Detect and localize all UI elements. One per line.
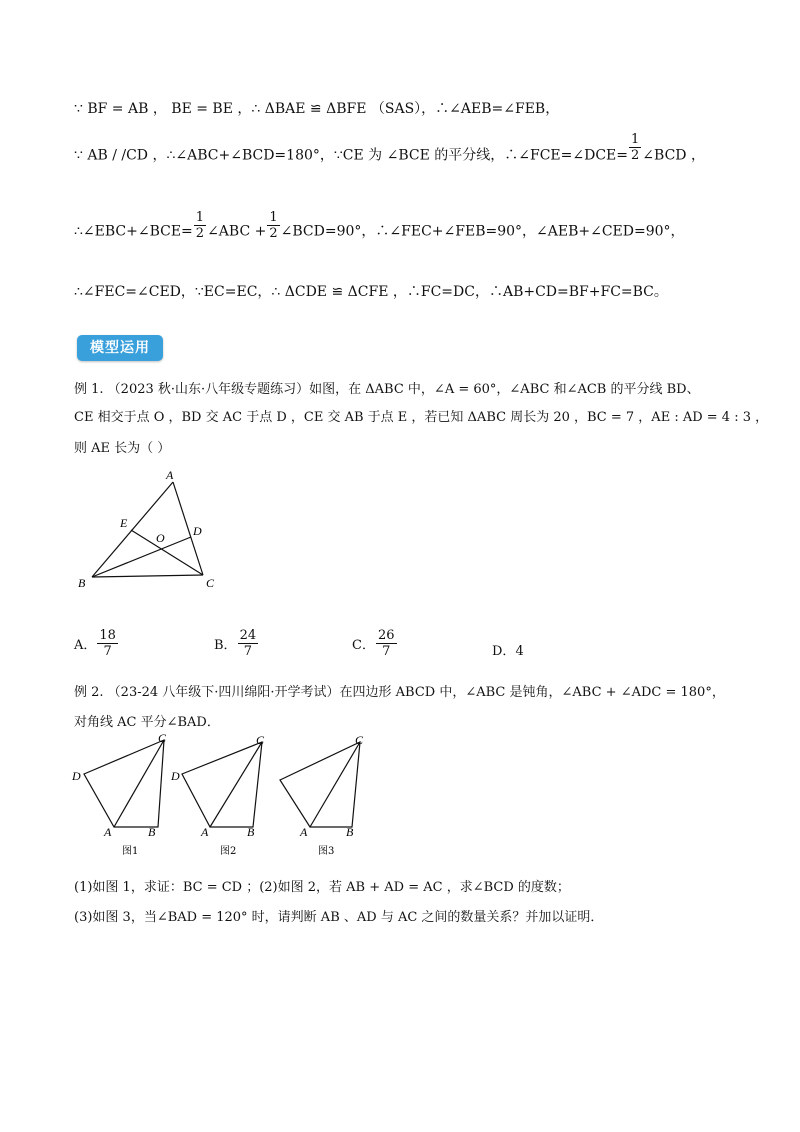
example2-line-1: 例 2. （23-24 八年级下·四川绵阳·开学考试）在四边形 ABCD 中，∠ABC 是钝角，∠ABC + ∠ADC = 180°，: [74, 685, 725, 700]
vertex-label-c: C: [206, 576, 215, 590]
proof-angle-bcd: ∠BCD: [280, 223, 325, 240]
option-b-label: B．: [214, 638, 237, 653]
proof-line-3-text: ∴∠EBC+∠BCE=: [74, 223, 193, 240]
proof-line-1: ∵ BF = AB ， BE = BE ，∴ ΔBAE ≌ ΔBFE （SAS），∴∠AEB=∠FEB，: [74, 101, 560, 117]
proof-angle-abc: ∠ABC: [207, 223, 251, 240]
fig1-label-a: A: [104, 825, 112, 839]
option-a-label: A．: [74, 638, 97, 653]
fig3-label-a: A: [300, 825, 308, 839]
fig3-label-b: B: [346, 825, 354, 839]
example1-line-2: CE 相交于点 O ，BD 交 AC 于点 D ，CE 交 AB 于点 E ，若已知 ΔABC 周长为 20 ，BC = 7 ，AE : AD = 4 : 3 ，: [74, 410, 769, 425]
option-c[interactable]: [352, 628, 398, 659]
section-tag-model-application: 模型运用: [77, 335, 163, 361]
option-d[interactable]: [492, 640, 524, 659]
vertex-label-o: O: [156, 531, 165, 545]
proof-line-3: [74, 210, 685, 247]
example2-question-3: (3)如图 3，当∠BAD = 120° 时，请判断 AB 、AD 与 AC 之间的数量关系？并加以证明．: [74, 910, 604, 925]
option-c-label: C．: [352, 638, 375, 653]
fig1-caption: 图1: [122, 846, 139, 857]
option-d-value: 4: [515, 644, 524, 659]
option-c-fraction: $\frac{26}{7}$: [377, 628, 395, 659]
vertex-label-a: A: [166, 468, 174, 482]
example2-question-1-2: (1)如图 1，求证：BC = CD ；(2)如图 2，若 AB + AD = AC ，求∠BCD 的度数；: [74, 880, 570, 895]
plus-sign: +: [254, 223, 267, 240]
fig1-label-b: B: [148, 825, 156, 839]
proof-line-3-tail: =90°，∴∠FEC+∠FEB=90°，∠AEB+∠CED=90°，: [324, 223, 685, 240]
fig2-label-d: D: [171, 769, 180, 783]
option-b-fraction: $\frac{24}{7}$: [239, 628, 257, 659]
proof-line-2-tail: ∠BCD ，: [642, 147, 705, 164]
example2-line-2: 对角线 AC 平分∠BAD．: [74, 715, 220, 730]
fig3-caption: 图3: [318, 846, 335, 857]
triangle-figure: [70, 465, 230, 595]
fig2-caption: 图2: [220, 846, 237, 857]
vertex-label-e: E: [120, 516, 128, 530]
fraction-half: $\frac{1}{2}$: [631, 132, 640, 163]
fraction-half: $\frac{1}{2}$: [195, 210, 205, 241]
proof-line-2: [74, 132, 705, 171]
example1-line-3: 则 AE 长为（ ）: [74, 441, 171, 456]
option-b[interactable]: [214, 628, 259, 659]
option-d-label: D．: [492, 644, 516, 659]
example1-line-1: 例 1. （2023 秋·山东·八年级专题练习）如图，在 ΔABC 中，∠A = 60°，∠ABC 和∠ACB 的平分线 BD、: [74, 382, 700, 397]
proof-line-4: ∴∠FEC=∠CED，∵EC=EC，∴ ΔCDE ≌ ΔCFE ，∴FC=DC，∴AB+CD=BF+FC=BC。: [74, 284, 668, 300]
option-a[interactable]: [74, 628, 119, 659]
option-a-fraction: $\frac{18}{7}$: [99, 628, 116, 659]
fig1-label-c: C: [158, 732, 167, 745]
vertex-label-d: D: [193, 524, 202, 538]
fraction-half: $\frac{1}{2}$: [269, 210, 278, 241]
fig1-label-d: D: [72, 769, 81, 783]
fig2-label-c: C: [256, 733, 265, 747]
vertex-label-b: B: [78, 576, 86, 590]
fig2-label-a: A: [201, 825, 209, 839]
proof-line-2-text: ∵ AB / /CD ，∴∠ABC+∠BCD=180°，∵CE 为 ∠BCE 的平分线，∴∠FCE=∠DCE=: [74, 147, 629, 164]
fig2-label-b: B: [247, 825, 255, 839]
quadrilateral-figures: [70, 732, 380, 857]
fig3-label-c: C: [355, 733, 364, 747]
